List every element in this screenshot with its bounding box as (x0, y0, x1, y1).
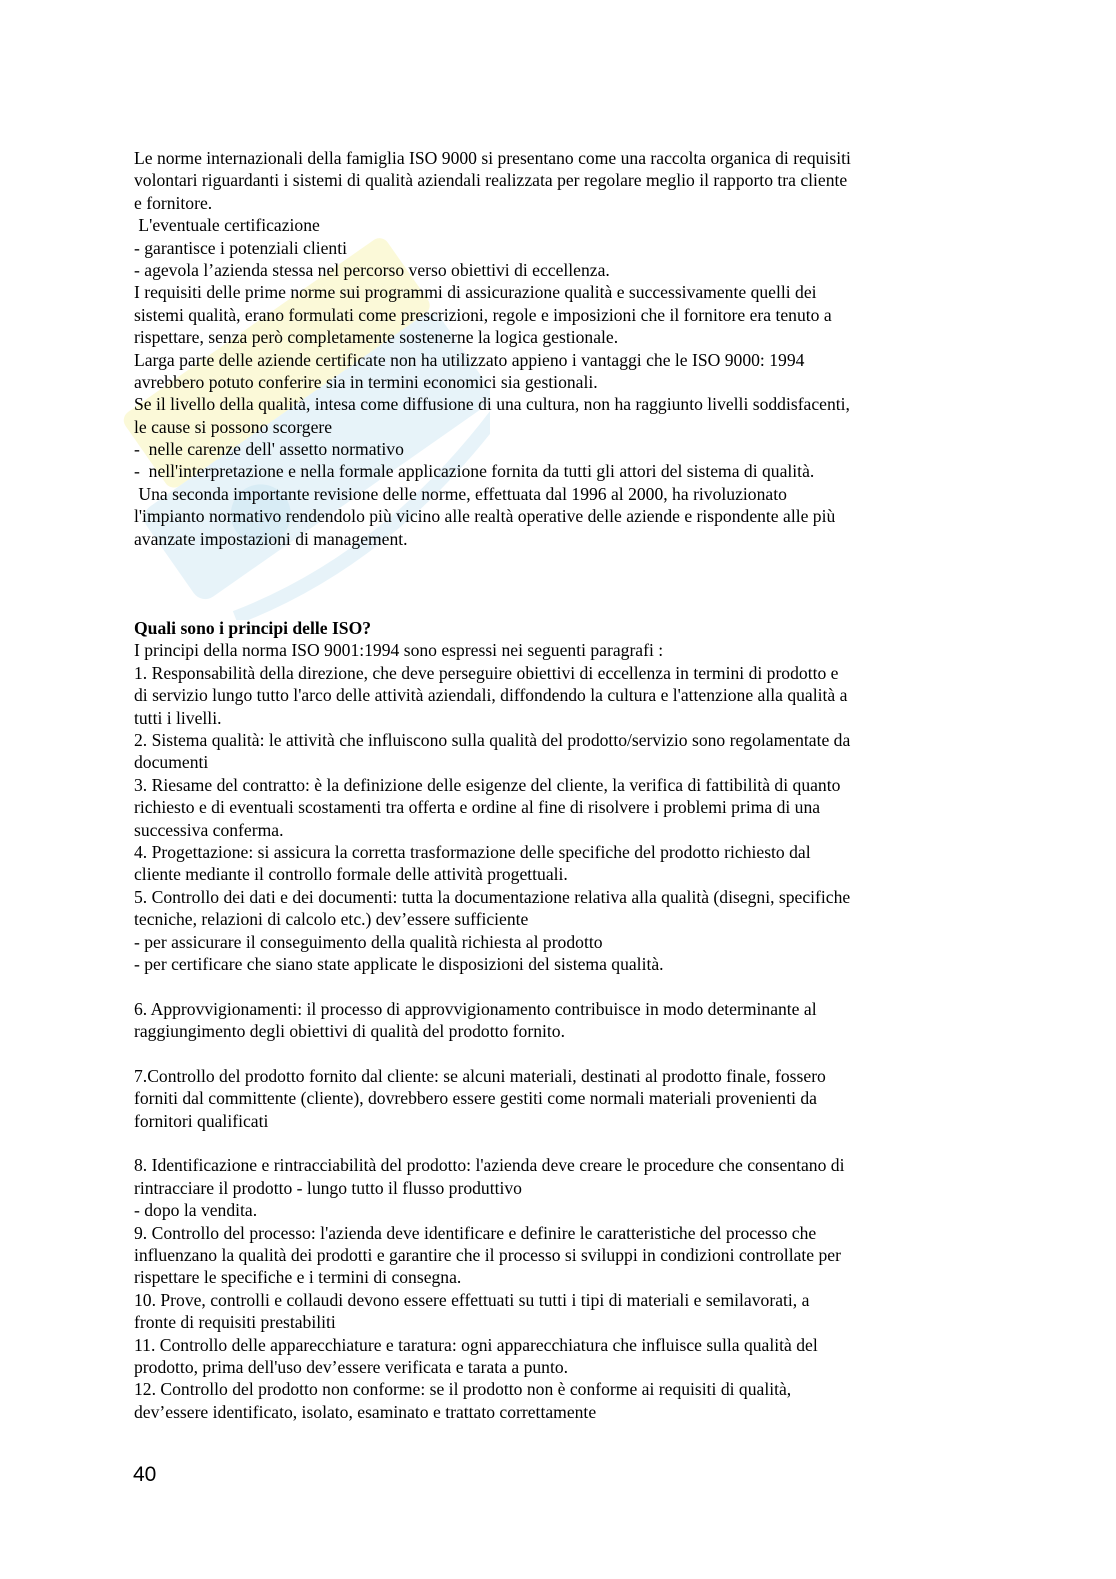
text-line: 8. Identificazione e rintracciabilità del prodotto: l'azienda deve creare le procedure che consentano di (134, 1155, 845, 1176)
text-line: Una seconda importante revisione delle norme, effettuata dal 1996 al 2000, ha rivoluzionato (134, 483, 787, 504)
text-line: L'eventuale certificazione (134, 215, 320, 236)
text-line: 12. Controllo del prodotto non conforme: se il prodotto non è conforme ai requisiti di qualità, (134, 1379, 792, 1400)
blank-line (134, 1042, 994, 1064)
text-line: fornitori qualificati (134, 1110, 269, 1131)
text-line: avrebbero potuto conferire sia in termini economici sia gestionali. (134, 371, 598, 392)
document-body (134, 147, 994, 1423)
text-line: influenzano la qualità dei prodotti e garantire che il processo si sviluppi in condizioni controllate per (134, 1244, 841, 1265)
text-line: cliente mediante il controllo formale delle attività progettuali. (134, 864, 568, 885)
section-spacer (134, 550, 994, 617)
text-line: I requisiti delle prime norme sui programmi di assicurazione qualità e successivamente quelli dei (134, 282, 817, 303)
text-line: 3. Riesame del contratto: è la definizione delle esigenze del cliente, la verifica di fattibilità di quanto (134, 774, 841, 795)
text-line: 6. Approvvigionamenti: il processo di approvvigionamento contribuisce in modo determinante al (134, 998, 817, 1019)
page-number: 40 (133, 1463, 157, 1486)
text-line: fronte di requisiti prestabiliti (134, 1312, 336, 1333)
text-line: dev’essere identificato, isolato, esaminato e trattato correttamente (134, 1401, 597, 1422)
text-line: Larga parte delle aziende certificate non ha utilizzato appieno i vantaggi che le ISO 9000: 1994 (134, 349, 805, 370)
text-line: - garantisce i potenziali clienti (134, 237, 347, 258)
text-line: prodotto, prima dell'uso dev’essere verificata e tarata a punto. (134, 1356, 569, 1377)
text-line: Le norme internazionali della famiglia ISO 9000 si presentano come una raccolta organica di requisiti (134, 148, 851, 168)
text-line: 4. Progettazione: si assicura la corretta trasformazione delle specifiche del prodotto richiesto dal (134, 841, 811, 862)
text-line: e fornitore. (134, 192, 213, 213)
text-line: 11. Controllo delle apparecchiature e taratura: ogni apparecchiatura che influisce sulla qualità del (134, 1334, 818, 1355)
intro-section (134, 147, 994, 550)
text-line: rispettare le specifiche e i termini di consegna. (134, 1267, 462, 1288)
text-line: avanzate impostazioni di management. (134, 528, 408, 549)
text-line: - per assicurare il conseguimento della qualità richiesta al prodotto (134, 931, 603, 952)
blank-line (134, 975, 994, 997)
text-line: - agevola l’azienda stessa nel percorso verso obiettivi di eccellenza. (134, 259, 610, 280)
text-line: rintracciare il prodotto - lungo tutto il flusso produttivo (134, 1177, 522, 1198)
text-line: raggiungimento degli obiettivi di qualità del prodotto fornito. (134, 1021, 565, 1042)
text-line: sistemi qualità, erano formulati come prescrizioni, regole e imposizioni che il fornitore era tenuto a (134, 304, 832, 325)
text-line: tutti i livelli. (134, 707, 222, 728)
text-line: - per certificare che siano state applicate le disposizioni del sistema qualità. (134, 953, 664, 974)
section-heading: Quali sono i principi delle ISO? (134, 618, 372, 639)
text-line: tecniche, relazioni di calcolo etc.) dev’essere sufficiente (134, 909, 529, 930)
text-line: - dopo la vendita. (134, 1200, 258, 1221)
text-line: di servizio lungo tutto l'arco delle attività aziendali, diffondendo la cultura e l'attenzione alla qualità a (134, 685, 848, 706)
text-line: 1. Responsabilità della direzione, che deve perseguire obiettivi di eccellenza in termini di prodotto e (134, 662, 839, 683)
text-line: volontari riguardanti i sistemi di qualità aziendali realizzata per regolare meglio il rapporto tra cliente (134, 170, 848, 191)
text-line: rispettare, senza però completamente sostenerne la logica gestionale. (134, 327, 619, 348)
text-line: 5. Controllo dei dati e dei documenti: tutta la documentazione relativa alla qualità (disegni, specifiche (134, 886, 851, 907)
text-line: 7.Controllo del prodotto fornito dal cliente: se alcuni materiali, destinati al prodotto finale, fossero (134, 1065, 826, 1086)
text-line: documenti (134, 752, 209, 773)
text-line: 9. Controllo del processo: l'azienda deve identificare e definire le caratteristiche del processo che (134, 1222, 817, 1243)
principles-section (134, 617, 994, 1423)
text-line: 10. Prove, controlli e collaudi devono essere effettuati su tutti i tipi di materiali e semilavorati, a (134, 1289, 810, 1310)
text-line: le cause si possono scorgere (134, 416, 333, 437)
text-line: successiva conferma. (134, 819, 284, 840)
text-line: I principi della norma ISO 9001:1994 sono espressi nei seguenti paragrafi : (134, 640, 664, 661)
text-line: forniti dal committente (cliente), dovrebbero essere gestiti come normali materiali provenienti da (134, 1088, 817, 1109)
text-line: l'impianto normativo rendendolo più vicino alle realtà operative delle aziende e rispondente alle più (134, 506, 836, 527)
blank-line (134, 1132, 994, 1154)
text-line: - nelle carenze dell' assetto normativo (134, 439, 404, 460)
text-line: Se il livello della qualità, intesa come diffusione di una cultura, non ha raggiunto livelli soddisfacenti, (134, 394, 850, 415)
text-line: - nell'interpretazione e nella formale applicazione fornita da tutti gli attori del sistema di qualità. (134, 461, 815, 482)
text-line: 2. Sistema qualità: le attività che influiscono sulla qualità del prodotto/servizio sono regolamentate da (134, 729, 851, 750)
text-line: richiesto e di eventuali scostamenti tra offerta e ordine al fine di risolvere i problemi prima di una (134, 797, 821, 818)
